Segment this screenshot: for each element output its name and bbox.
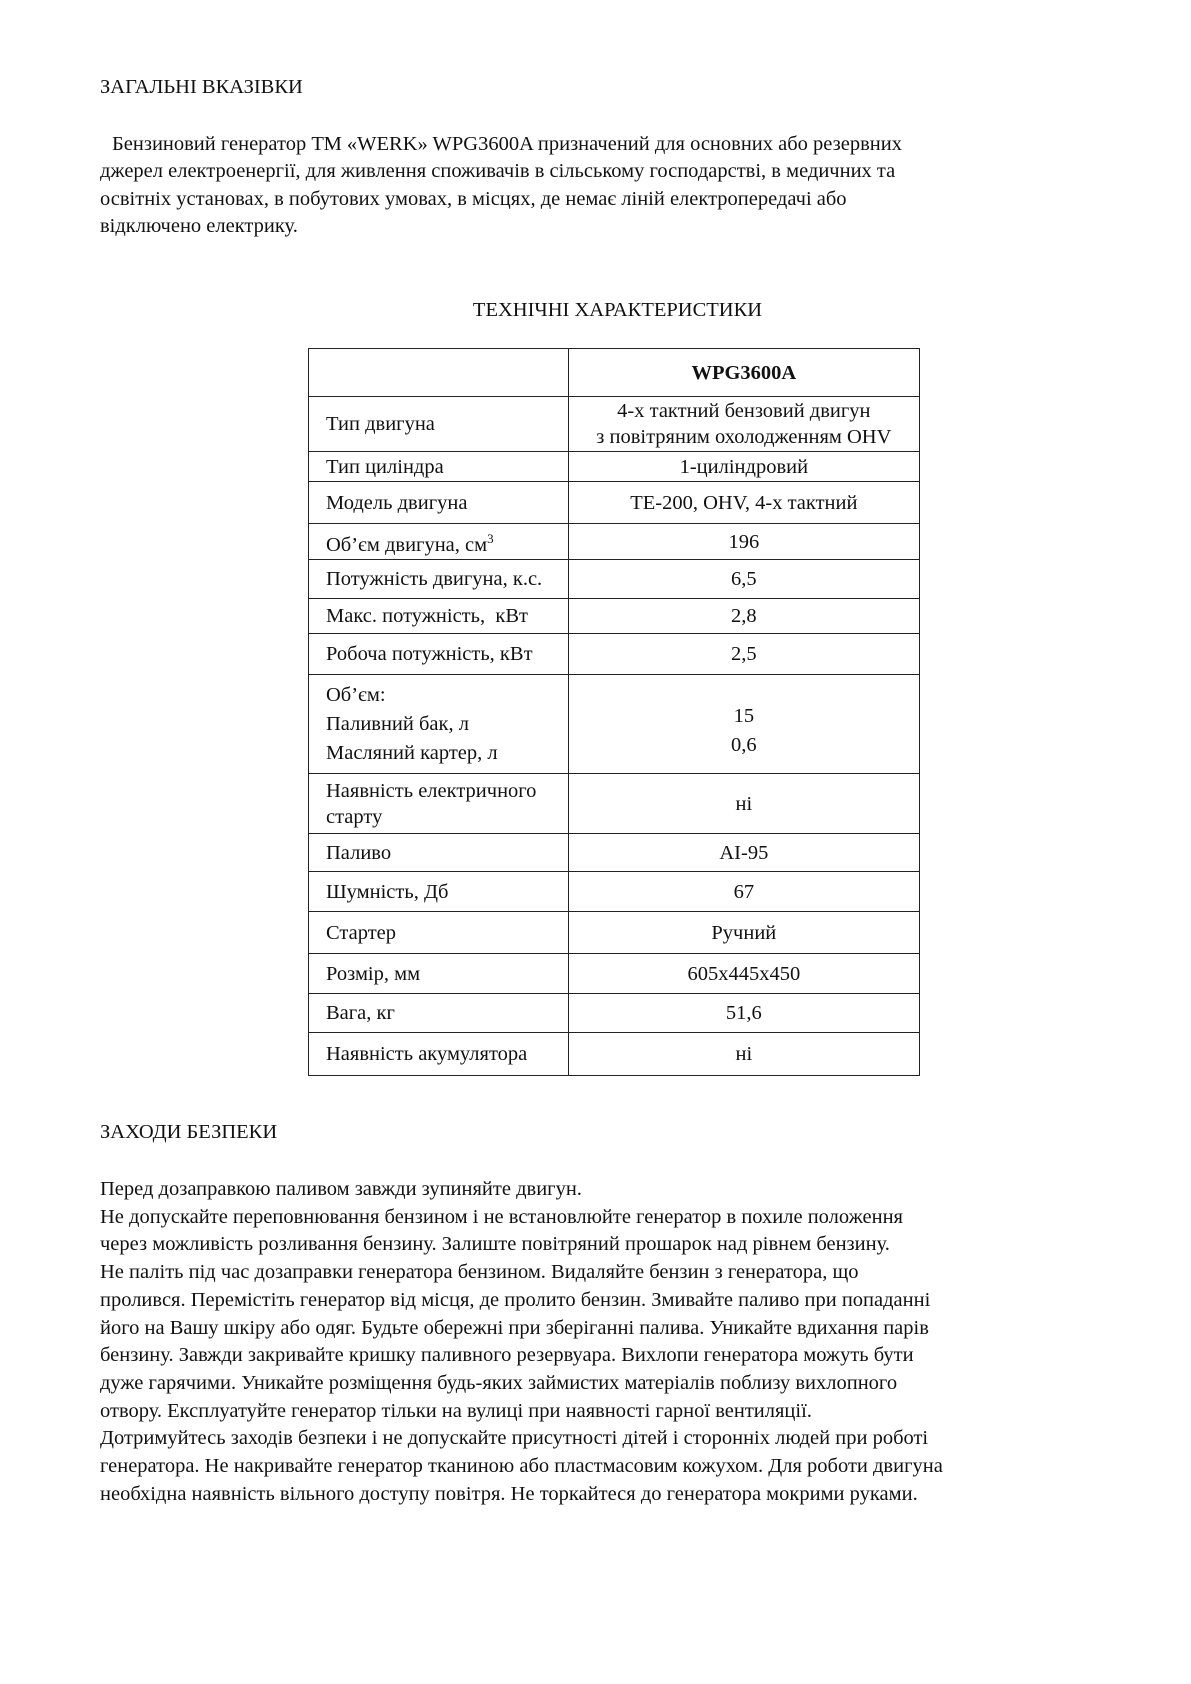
row-label: Тип циліндра [309, 452, 569, 482]
row-value [568, 397, 919, 452]
specs-table [308, 348, 920, 1076]
row-value: 2,5 [568, 634, 919, 675]
paragraph-line: дуже гарячими. Уникайте розміщення будь-яких займистих матеріалів поблизу вихлопного [100, 1371, 898, 1394]
safety-heading: ЗАХОДИ БЕЗПЕКИ [100, 1121, 278, 1143]
label-text: Об’єм двигуна, см [326, 533, 488, 556]
paragraph-line: отвору. Експлуатуйте генератор тільки на вулиці при наявності гарної вентиляції. [100, 1399, 812, 1422]
value-line: 15 [733, 705, 755, 727]
row-value: 605x445x450 [568, 954, 919, 994]
row-label: Вага, кг [309, 994, 569, 1033]
paragraph-line: необхідна наявність вільного доступу повітря. Не торкайтеся до генератора мокрими руками. [100, 1482, 918, 1505]
paragraph-line: джерел електроенергії, для живлення споживачів в сільському господарстві, в медичних та [100, 160, 896, 182]
table-header-row [309, 349, 920, 397]
table-row [309, 599, 920, 634]
model-header: WPG3600A [568, 349, 919, 397]
table-row [309, 1033, 920, 1076]
row-label [309, 774, 569, 834]
label-line: Масляний картер, л [326, 741, 498, 764]
table-row [309, 834, 920, 872]
row-value: 51,6 [568, 994, 919, 1033]
general-heading: ЗАГАЛЬНІ ВКАЗІВКИ [100, 76, 303, 98]
table-row [309, 774, 920, 834]
row-label: Тип двигуна [309, 397, 569, 452]
paragraph-line: Дотримуйтесь заходів безпеки і не допускайте присутності дітей і сторонніх людей при роботі [100, 1427, 929, 1450]
row-label: Макс. потужність, кВт [309, 599, 569, 634]
row-value: ні [568, 1033, 919, 1076]
label-line: Об’єм: [326, 683, 386, 706]
row-label: Шумність, Дб [309, 872, 569, 912]
paragraph-line: Не паліть під час дозаправки генератора бензином. Видаляйте бензин з генератора, що [100, 1261, 859, 1284]
row-label: Стартер [309, 912, 569, 954]
label-line: Наявність електричного [326, 779, 537, 802]
value-line: з повітряним охолодженням OHV [596, 426, 892, 448]
label-line: Паливний бак, л [326, 712, 469, 735]
paragraph-line: Не допускайте переповнювання бензином і не встановлюйте генератор в похиле положення [100, 1205, 903, 1228]
row-value: ні [568, 774, 919, 834]
table-row [309, 560, 920, 599]
row-value: 67 [568, 872, 919, 912]
table-row [309, 482, 920, 524]
row-label [309, 675, 569, 774]
table-row [309, 994, 920, 1033]
row-label: Модель двигуна [309, 482, 569, 524]
row-value: 2,8 [568, 599, 919, 634]
paragraph-line: Бензиновий генератор ТМ «WERK» WPG3600A призначений для основних або резервних [112, 133, 902, 155]
paragraph-line: Перед дозаправкою паливом завжди зупиняйте двигун. [100, 1178, 582, 1200]
row-label: Розмір, мм [309, 954, 569, 994]
table-row [309, 524, 920, 560]
value-line: 0,6 [731, 734, 757, 756]
row-value [568, 675, 919, 774]
paragraph-line: через можливість розливання бензину. Залиште повітряний прошарок над рівнем бензину. [100, 1233, 890, 1256]
paragraph-line: його на Вашу шкіру або одяг. Будьте обережні при зберіганні палива. Уникайте вдихання парів [100, 1316, 929, 1339]
row-value: 6,5 [568, 560, 919, 599]
table-row [309, 634, 920, 675]
row-label: Робоча потужність, кВт [309, 634, 569, 675]
paragraph-line: відключено електрику. [100, 215, 298, 237]
row-label [309, 524, 569, 560]
label-line: старту [326, 805, 383, 828]
row-label: Паливо [309, 834, 569, 872]
row-value: AI-95 [568, 834, 919, 872]
row-label: Наявність акумулятора [309, 1033, 569, 1076]
table-row [309, 872, 920, 912]
row-value: TE-200, OHV, 4-х тактний [568, 482, 919, 524]
specs-title: ТЕХНІЧНІ ХАРАКТЕРИСТИКИ [472, 299, 763, 321]
row-value: Ручний [568, 912, 919, 954]
table-row [309, 397, 920, 452]
row-value: 1-циліндровий [568, 452, 919, 482]
table-row [309, 675, 920, 774]
paragraph-line: освітніх установах, в побутових умовах, в місцях, де немає ліній електропередачі або [100, 188, 847, 210]
table-row [309, 452, 920, 482]
paragraph-line: бензину. Завжди закривайте кришку паливного резервуара. Вихлопи генератора можуть бути [100, 1344, 914, 1367]
row-label: Потужність двигуна, к.с. [309, 560, 569, 599]
superscript: 3 [487, 530, 494, 546]
row-value: 196 [568, 524, 919, 560]
table-row [309, 912, 920, 954]
table-row [309, 954, 920, 994]
paragraph-line: генератора. Не накривайте генератор тканиною або пластмасовим кожухом. Для роботи двигуна [100, 1455, 943, 1477]
value-line: 4-х тактний бензовий двигун [617, 400, 871, 422]
paragraph-line: пролився. Перемістіть генератор від місця, де пролито бензин. Змивайте паливо при попаданні [100, 1288, 931, 1311]
